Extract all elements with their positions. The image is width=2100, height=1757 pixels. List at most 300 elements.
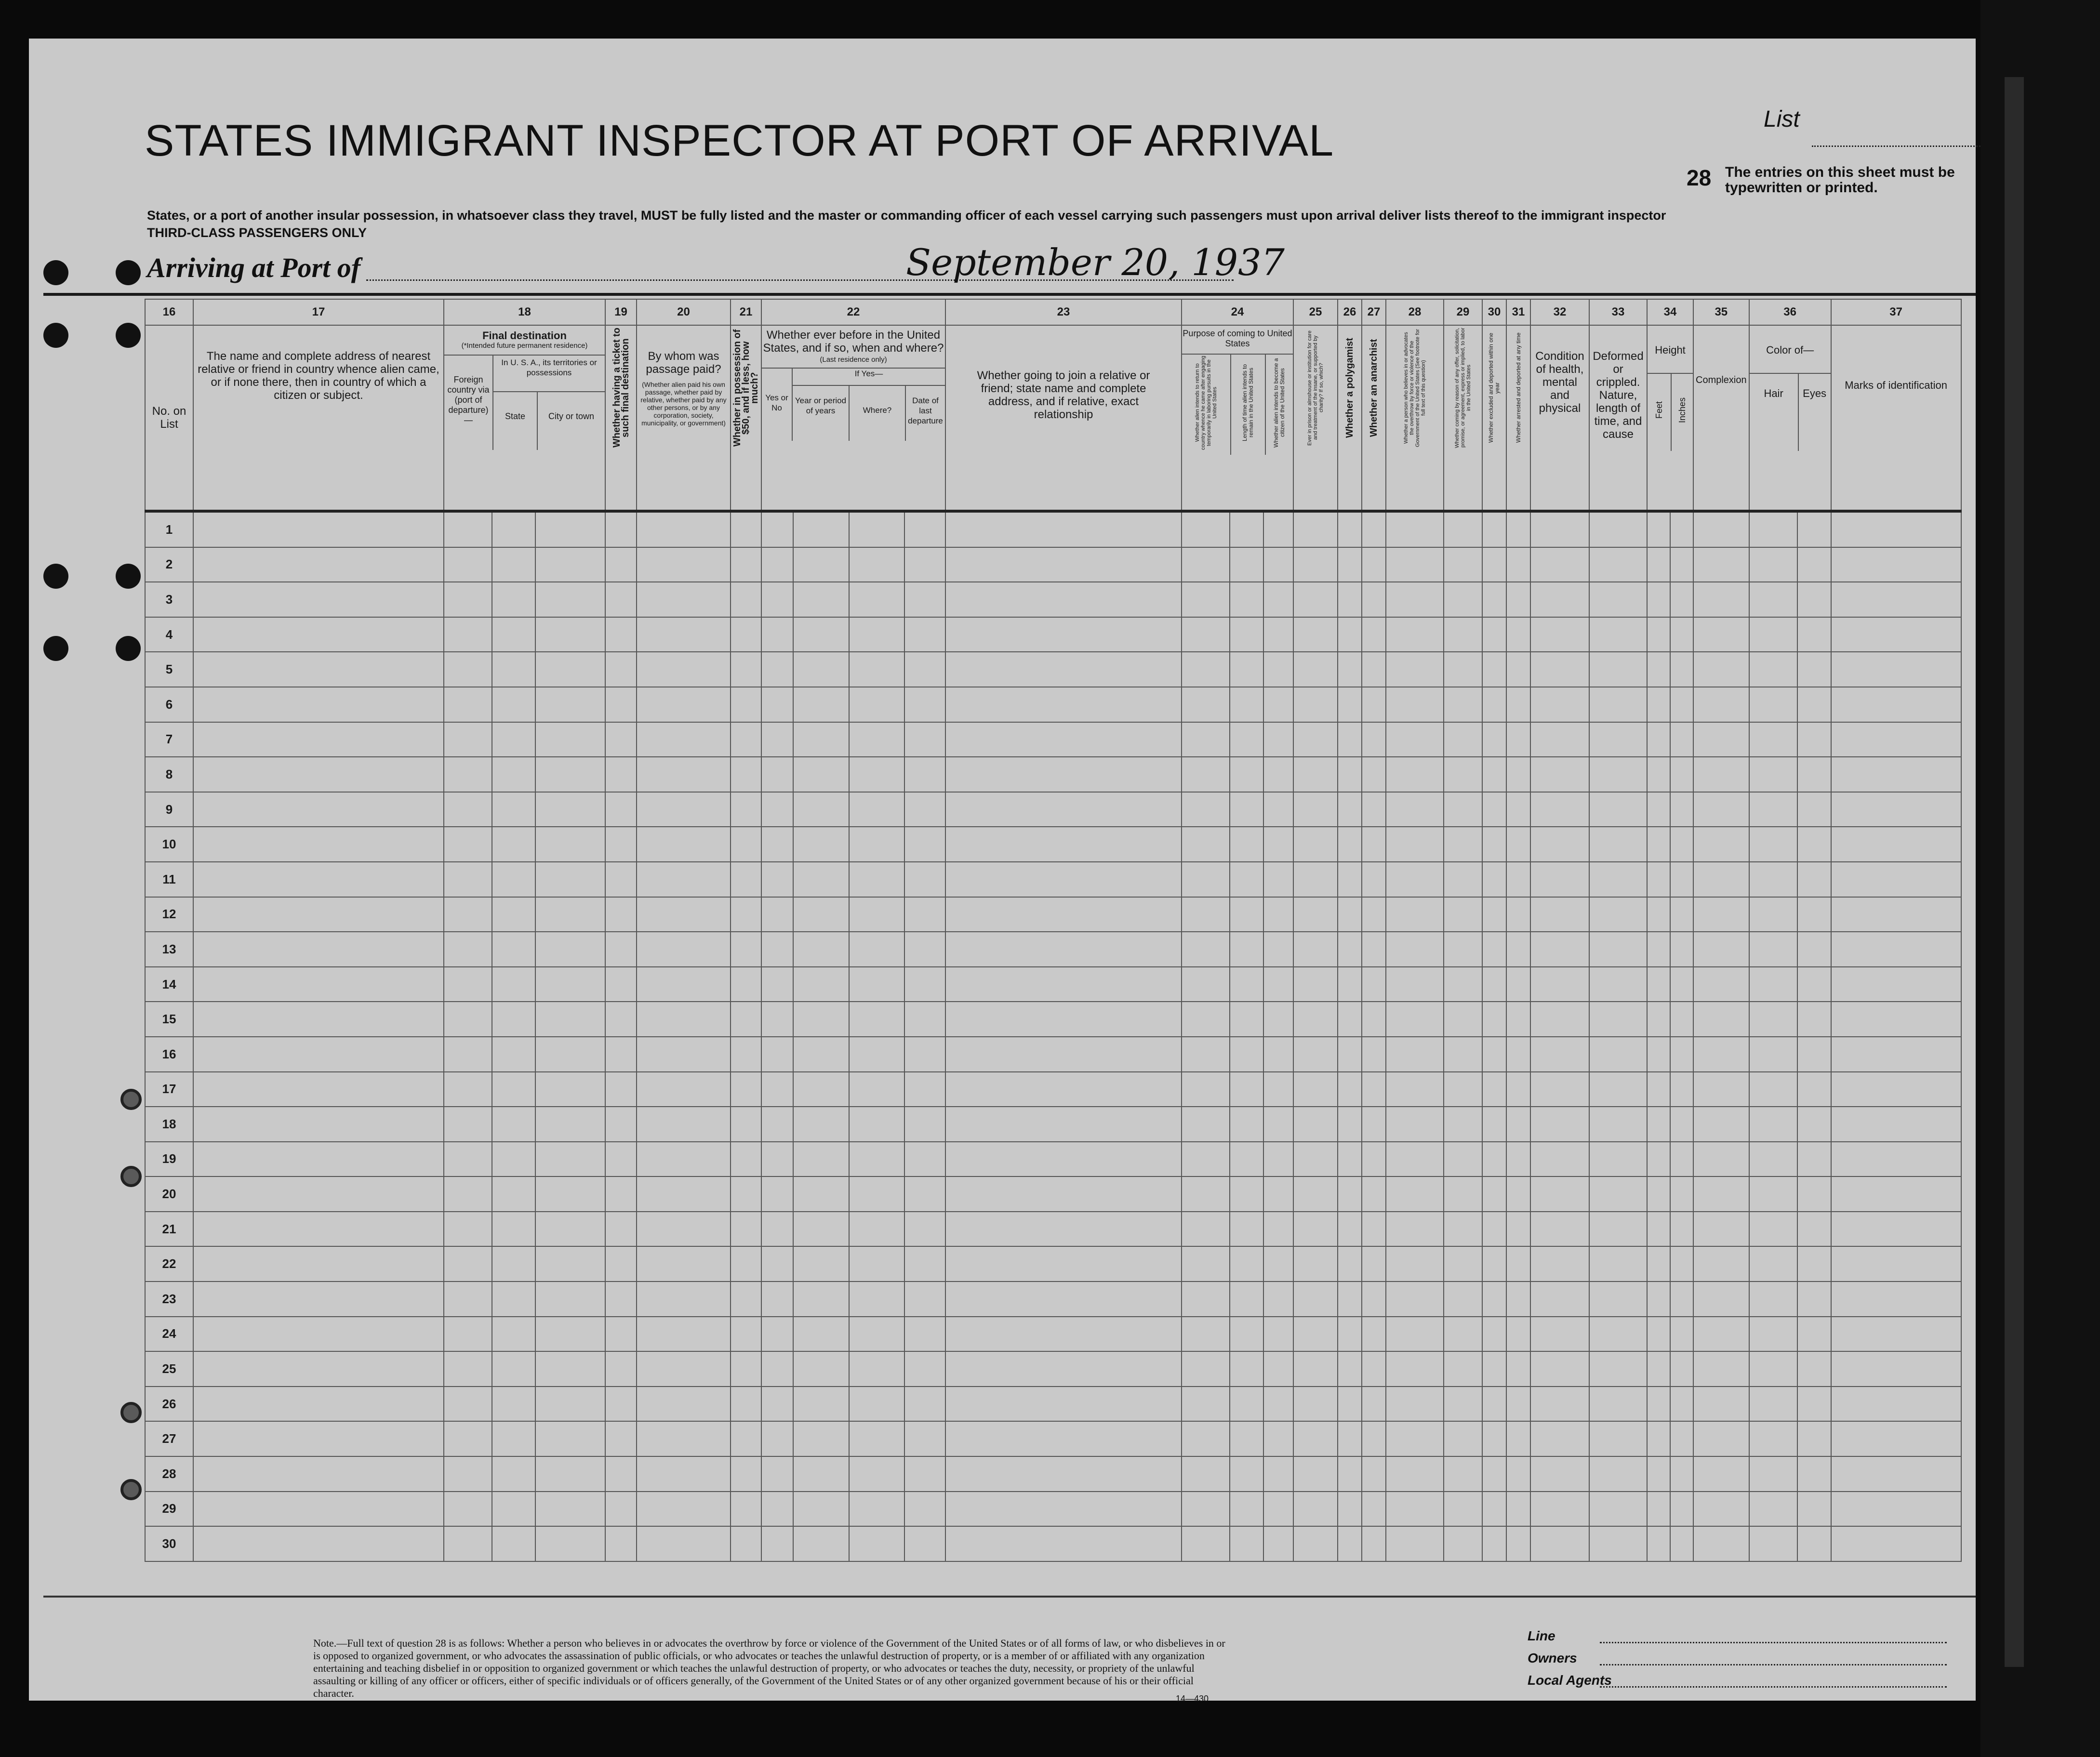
table-cell[interactable] [1293,1002,1338,1037]
table-cell[interactable] [193,757,444,792]
table-cell[interactable] [904,862,945,897]
table-cell[interactable] [1647,582,1670,617]
table-cell[interactable] [731,1492,761,1527]
table-cell[interactable] [1182,1456,1230,1492]
table-cell[interactable] [1182,722,1230,757]
table-cell[interactable] [1182,1317,1230,1352]
table-cell[interactable] [637,722,731,757]
table-cell[interactable] [761,1212,793,1247]
table-cell[interactable] [605,617,637,652]
table-cell[interactable] [1749,582,1797,617]
table-cell[interactable] [1263,1002,1293,1037]
table-cell[interactable] [1230,1212,1263,1247]
table-cell[interactable] [731,1072,761,1107]
table-cell[interactable] [793,897,849,932]
table-cell[interactable] [849,1002,904,1037]
table-cell[interactable] [1647,1107,1670,1142]
table-cell[interactable] [1338,827,1362,862]
table-cell[interactable] [492,652,535,687]
table-cell[interactable] [1444,1351,1482,1387]
table-cell[interactable] [731,1037,761,1072]
table-cell[interactable] [492,1387,535,1422]
table-cell[interactable] [1482,1176,1506,1212]
table-cell[interactable] [1670,1212,1693,1247]
table-cell[interactable] [1386,757,1444,792]
table-cell[interactable] [793,1072,849,1107]
table-cell[interactable] [1506,1281,1530,1317]
table-cell[interactable] [1749,967,1797,1002]
table-cell[interactable] [1230,1526,1263,1561]
table-cell[interactable] [1797,1176,1831,1212]
table-cell[interactable] [1589,1492,1647,1527]
table-cell[interactable] [193,1212,444,1247]
table-cell[interactable] [1482,1492,1506,1527]
table-cell[interactable] [1831,1317,1961,1352]
table-cell[interactable] [731,827,761,862]
table-cell[interactable] [193,1246,444,1281]
table-cell[interactable] [731,792,761,827]
table-cell[interactable] [731,1281,761,1317]
table-cell[interactable] [535,1387,605,1422]
table-cell[interactable] [849,511,904,547]
table-cell[interactable] [849,1212,904,1247]
table-cell[interactable] [945,792,1182,827]
table-cell[interactable] [193,932,444,967]
table-cell[interactable] [1293,1246,1338,1281]
table-cell[interactable] [761,757,793,792]
table-cell[interactable] [535,617,605,652]
table-cell[interactable] [1647,967,1670,1002]
table-cell[interactable] [637,1107,731,1142]
table-cell[interactable] [1693,897,1749,932]
table-cell[interactable] [849,967,904,1002]
table-cell[interactable] [1338,722,1362,757]
table-cell[interactable] [1647,1142,1670,1177]
table-cell[interactable] [1293,582,1338,617]
table-cell[interactable] [492,1037,535,1072]
table-cell[interactable] [1530,757,1589,792]
table-cell[interactable] [1362,1456,1386,1492]
table-cell[interactable] [904,1176,945,1212]
table-cell[interactable] [1797,932,1831,967]
table-cell[interactable] [1263,1176,1293,1212]
table-cell[interactable] [605,1526,637,1561]
table-cell[interactable] [1444,1246,1482,1281]
table-cell[interactable] [1831,932,1961,967]
table-cell[interactable] [1362,1421,1386,1456]
table-cell[interactable] [605,1176,637,1212]
table-cell[interactable] [1230,582,1263,617]
table-cell[interactable] [444,967,492,1002]
table-cell[interactable] [1693,1387,1749,1422]
table-cell[interactable] [1749,1281,1797,1317]
table-cell[interactable] [945,687,1182,722]
table-cell[interactable] [535,1526,605,1561]
table-cell[interactable] [1482,827,1506,862]
table-cell[interactable] [1530,1492,1589,1527]
table-cell[interactable] [535,1212,605,1247]
table-cell[interactable] [731,687,761,722]
table-cell[interactable] [1230,1351,1263,1387]
table-cell[interactable] [1670,1421,1693,1456]
table-cell[interactable] [1589,862,1647,897]
table-cell[interactable] [849,1456,904,1492]
table-cell[interactable] [1506,757,1530,792]
table-cell[interactable] [761,1317,793,1352]
table-cell[interactable] [1693,1456,1749,1492]
table-cell[interactable] [605,1142,637,1177]
table-cell[interactable] [1293,1212,1338,1247]
table-cell[interactable] [1444,582,1482,617]
table-cell[interactable] [1693,687,1749,722]
table-cell[interactable] [492,1492,535,1527]
table-cell[interactable] [1647,1037,1670,1072]
table-cell[interactable] [1230,827,1263,862]
table-cell[interactable] [1797,1037,1831,1072]
table-cell[interactable] [793,582,849,617]
table-cell[interactable] [1293,1387,1338,1422]
table-cell[interactable] [1362,582,1386,617]
table-cell[interactable] [193,862,444,897]
table-cell[interactable] [1230,1246,1263,1281]
table-cell[interactable] [761,1176,793,1212]
table-cell[interactable] [535,757,605,792]
table-cell[interactable] [1263,1037,1293,1072]
table-cell[interactable] [535,1281,605,1317]
table-cell[interactable] [193,1037,444,1072]
table-cell[interactable] [492,897,535,932]
table-cell[interactable] [1831,582,1961,617]
table-cell[interactable] [1482,1142,1506,1177]
table-cell[interactable] [1230,1456,1263,1492]
table-cell[interactable] [945,1002,1182,1037]
table-cell[interactable] [1749,1107,1797,1142]
table-cell[interactable] [1293,792,1338,827]
table-cell[interactable] [1693,1492,1749,1527]
table-cell[interactable] [1386,582,1444,617]
table-cell[interactable] [1647,932,1670,967]
table-cell[interactable] [849,652,904,687]
table-cell[interactable] [1263,792,1293,827]
table-cell[interactable] [637,932,731,967]
table-cell[interactable] [1749,1072,1797,1107]
table-cell[interactable] [1444,652,1482,687]
table-cell[interactable] [793,1421,849,1456]
table-cell[interactable] [849,1246,904,1281]
table-cell[interactable] [849,1492,904,1527]
table-cell[interactable] [1670,1002,1693,1037]
table-cell[interactable] [637,792,731,827]
table-cell[interactable] [1482,1526,1506,1561]
table-cell[interactable] [1670,1246,1693,1281]
table-cell[interactable] [1362,511,1386,547]
table-cell[interactable] [761,1387,793,1422]
table-cell[interactable] [1444,617,1482,652]
table-cell[interactable] [444,1176,492,1212]
table-cell[interactable] [444,897,492,932]
table-cell[interactable] [492,1526,535,1561]
table-cell[interactable] [637,1387,731,1422]
table-cell[interactable] [605,511,637,547]
table-cell[interactable] [1293,1142,1338,1177]
table-cell[interactable] [849,582,904,617]
table-cell[interactable] [1182,1246,1230,1281]
table-cell[interactable] [793,1176,849,1212]
table-cell[interactable] [1182,687,1230,722]
table-cell[interactable] [1293,1072,1338,1107]
table-cell[interactable] [761,1142,793,1177]
table-cell[interactable] [1589,652,1647,687]
table-cell[interactable] [761,897,793,932]
table-cell[interactable] [1482,1281,1506,1317]
table-cell[interactable] [1293,1317,1338,1352]
table-cell[interactable] [761,652,793,687]
table-cell[interactable] [1670,1281,1693,1317]
table-cell[interactable] [1293,1492,1338,1527]
table-cell[interactable] [1797,1107,1831,1142]
table-cell[interactable] [1670,652,1693,687]
table-cell[interactable] [1362,722,1386,757]
table-cell[interactable] [1362,652,1386,687]
table-cell[interactable] [193,511,444,547]
table-cell[interactable] [945,1492,1182,1527]
table-cell[interactable] [1831,1351,1961,1387]
table-cell[interactable] [193,967,444,1002]
table-cell[interactable] [1670,687,1693,722]
table-cell[interactable] [1182,792,1230,827]
table-cell[interactable] [793,652,849,687]
table-cell[interactable] [1693,1107,1749,1142]
table-cell[interactable] [1693,652,1749,687]
table-cell[interactable] [1670,932,1693,967]
table-cell[interactable] [1444,1037,1482,1072]
table-cell[interactable] [904,547,945,582]
table-cell[interactable] [1444,1456,1482,1492]
table-cell[interactable] [444,1526,492,1561]
table-cell[interactable] [1182,1526,1230,1561]
table-cell[interactable] [1338,862,1362,897]
table-cell[interactable] [1506,617,1530,652]
table-cell[interactable] [731,757,761,792]
table-cell[interactable] [193,1526,444,1561]
table-cell[interactable] [1831,1107,1961,1142]
table-cell[interactable] [1797,1072,1831,1107]
table-cell[interactable] [1182,1176,1230,1212]
table-cell[interactable] [1530,687,1589,722]
table-cell[interactable] [444,687,492,722]
table-cell[interactable] [1693,1281,1749,1317]
table-cell[interactable] [1182,1107,1230,1142]
table-cell[interactable] [1263,967,1293,1002]
table-cell[interactable] [444,1456,492,1492]
table-cell[interactable] [1362,1037,1386,1072]
table-cell[interactable] [1230,897,1263,932]
table-cell[interactable] [1444,932,1482,967]
table-cell[interactable] [1362,1107,1386,1142]
table-cell[interactable] [1831,897,1961,932]
table-cell[interactable] [1647,722,1670,757]
table-cell[interactable] [1506,1351,1530,1387]
table-cell[interactable] [1749,1002,1797,1037]
table-cell[interactable] [1362,932,1386,967]
table-cell[interactable] [1362,1351,1386,1387]
table-cell[interactable] [1230,1107,1263,1142]
table-cell[interactable] [904,1492,945,1527]
table-cell[interactable] [535,687,605,722]
table-cell[interactable] [1647,1317,1670,1352]
table-cell[interactable] [761,967,793,1002]
table-cell[interactable] [193,722,444,757]
table-cell[interactable] [849,1176,904,1212]
table-cell[interactable] [793,792,849,827]
table-cell[interactable] [1293,1037,1338,1072]
table-cell[interactable] [193,1421,444,1456]
table-cell[interactable] [1293,652,1338,687]
table-cell[interactable] [793,1002,849,1037]
table-cell[interactable] [1530,582,1589,617]
table-cell[interactable] [904,1456,945,1492]
table-cell[interactable] [637,1421,731,1456]
table-cell[interactable] [1797,967,1831,1002]
table-cell[interactable] [1230,617,1263,652]
table-cell[interactable] [193,1456,444,1492]
table-cell[interactable] [793,932,849,967]
table-cell[interactable] [1670,1176,1693,1212]
table-cell[interactable] [193,897,444,932]
table-cell[interactable] [1182,932,1230,967]
table-cell[interactable] [535,1351,605,1387]
table-cell[interactable] [1182,617,1230,652]
table-cell[interactable] [1182,1037,1230,1072]
table-cell[interactable] [793,687,849,722]
table-cell[interactable] [1589,547,1647,582]
table-cell[interactable] [1182,1072,1230,1107]
table-cell[interactable] [731,617,761,652]
table-cell[interactable] [1749,547,1797,582]
table-cell[interactable] [1444,687,1482,722]
table-cell[interactable] [761,722,793,757]
table-cell[interactable] [492,687,535,722]
table-cell[interactable] [444,1037,492,1072]
table-cell[interactable] [945,1281,1182,1317]
table-cell[interactable] [1670,1351,1693,1387]
table-cell[interactable] [1589,1212,1647,1247]
table-cell[interactable] [1293,1421,1338,1456]
table-cell[interactable] [1589,1037,1647,1072]
table-cell[interactable] [637,687,731,722]
table-cell[interactable] [1670,792,1693,827]
table-cell[interactable] [849,1107,904,1142]
table-cell[interactable] [761,1421,793,1456]
table-cell[interactable] [1230,792,1263,827]
table-cell[interactable] [1263,862,1293,897]
table-cell[interactable] [1230,652,1263,687]
table-cell[interactable] [1293,967,1338,1002]
table-cell[interactable] [1230,932,1263,967]
table-cell[interactable] [193,1492,444,1527]
table-cell[interactable] [1749,757,1797,792]
table-cell[interactable] [1506,1456,1530,1492]
table-cell[interactable] [535,547,605,582]
table-cell[interactable] [1362,1526,1386,1561]
table-cell[interactable] [1506,1176,1530,1212]
table-cell[interactable] [1749,1421,1797,1456]
table-cell[interactable] [849,617,904,652]
table-cell[interactable] [1263,1142,1293,1177]
table-cell[interactable] [945,617,1182,652]
table-cell[interactable] [793,1526,849,1561]
table-cell[interactable] [535,511,605,547]
table-cell[interactable] [945,547,1182,582]
table-cell[interactable] [193,1387,444,1422]
table-cell[interactable] [193,1142,444,1177]
table-cell[interactable] [1831,1037,1961,1072]
table-cell[interactable] [849,1421,904,1456]
table-cell[interactable] [1749,1176,1797,1212]
table-cell[interactable] [904,1351,945,1387]
table-cell[interactable] [1797,1526,1831,1561]
table-cell[interactable] [605,547,637,582]
table-cell[interactable] [1831,511,1961,547]
table-cell[interactable] [1506,897,1530,932]
table-cell[interactable] [1230,1176,1263,1212]
table-cell[interactable] [1182,967,1230,1002]
table-cell[interactable] [1338,1317,1362,1352]
table-cell[interactable] [761,1246,793,1281]
table-cell[interactable] [1263,1456,1293,1492]
table-cell[interactable] [492,722,535,757]
table-cell[interactable] [1338,932,1362,967]
table-cell[interactable] [1338,1421,1362,1456]
table-cell[interactable] [1530,1176,1589,1212]
table-cell[interactable] [1362,1387,1386,1422]
table-cell[interactable] [945,652,1182,687]
table-cell[interactable] [793,1281,849,1317]
table-cell[interactable] [1589,722,1647,757]
table-cell[interactable] [849,932,904,967]
table-cell[interactable] [1589,1107,1647,1142]
table-cell[interactable] [731,1421,761,1456]
table-cell[interactable] [1831,1421,1961,1456]
table-cell[interactable] [492,1072,535,1107]
table-cell[interactable] [492,1421,535,1456]
table-cell[interactable] [193,547,444,582]
table-cell[interactable] [605,1037,637,1072]
table-cell[interactable] [1797,1246,1831,1281]
table-cell[interactable] [1797,687,1831,722]
table-cell[interactable] [444,722,492,757]
table-cell[interactable] [1182,652,1230,687]
table-cell[interactable] [1338,1107,1362,1142]
table-cell[interactable] [535,1072,605,1107]
table-cell[interactable] [793,617,849,652]
table-cell[interactable] [1589,792,1647,827]
table-cell[interactable] [731,722,761,757]
table-cell[interactable] [193,1002,444,1037]
table-cell[interactable] [945,1387,1182,1422]
table-cell[interactable] [1831,1142,1961,1177]
table-cell[interactable] [1230,547,1263,582]
table-cell[interactable] [637,511,731,547]
table-cell[interactable] [1362,967,1386,1002]
table-cell[interactable] [637,862,731,897]
table-cell[interactable] [1831,1456,1961,1492]
table-cell[interactable] [1362,617,1386,652]
table-cell[interactable] [1362,687,1386,722]
table-cell[interactable] [1647,1387,1670,1422]
table-cell[interactable] [492,792,535,827]
table-cell[interactable] [1670,827,1693,862]
